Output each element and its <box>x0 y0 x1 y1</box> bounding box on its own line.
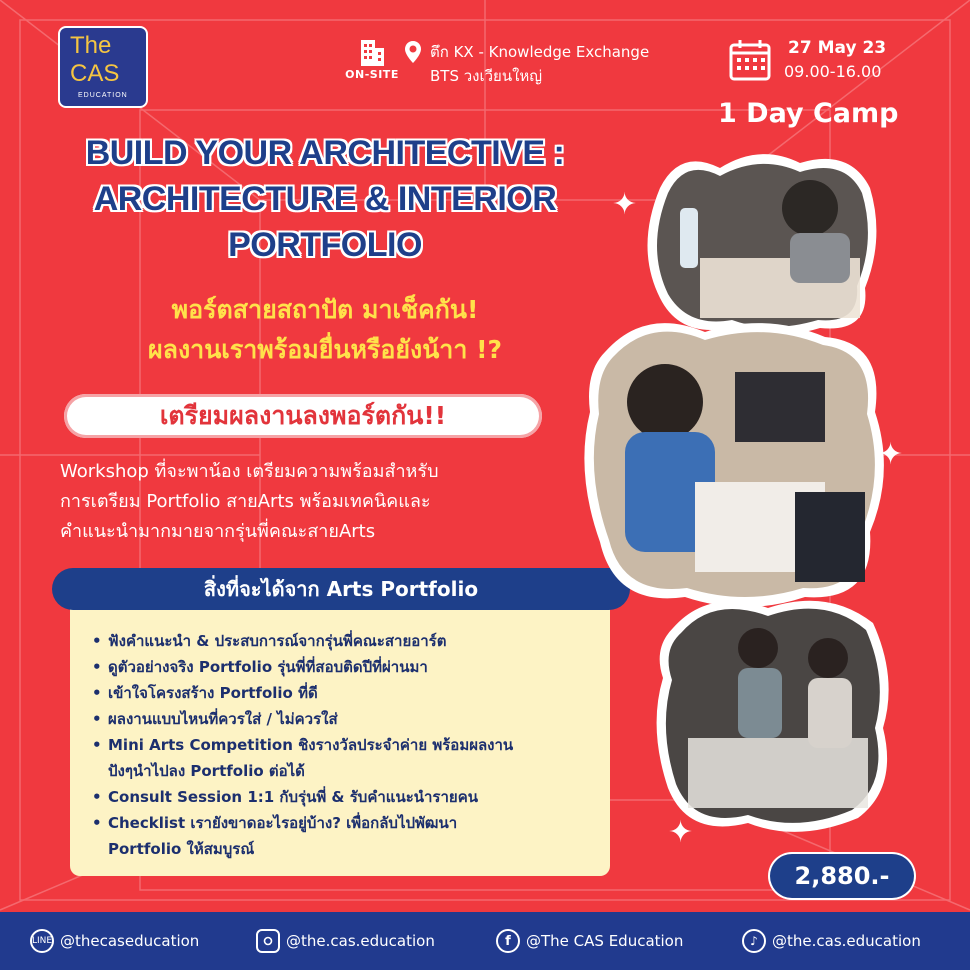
footer-bar <box>0 912 970 970</box>
subtitle-line1: พอร์ตสายสถาปัต มาเช็คกัน! <box>171 295 479 324</box>
description-line1: Workshop ที่จะพาน้อง เตรียมความพร้อมสำหรับ <box>60 461 439 482</box>
location-line1: ตึก KX - Knowledge Exchange <box>430 43 650 61</box>
list-item: • Consult Session 1:1 กับรุ่นพี่ & รับคำแนะนำรายคน <box>88 784 608 810</box>
location-line2: BTS วงเวียนใหญ่ <box>430 67 543 85</box>
facebook-handle: @The CAS Education <box>526 932 684 950</box>
price-badge: 2,880.- <box>770 854 914 898</box>
sparkle-icon: ✦ <box>612 187 638 222</box>
title-line1: BUILD YOUR ARCHITECTIVE : <box>85 134 565 172</box>
building-icon <box>357 38 387 66</box>
sparkle-icon: ✦ <box>668 815 694 850</box>
line-icon: LINE <box>30 929 54 953</box>
tiktok-icon: ♪ <box>742 929 766 953</box>
subtitle-line2: ผลงานเราพร้อมยื่นหรือยังน้าา !? <box>147 335 502 364</box>
logo-line3: EDUCATION <box>78 92 128 99</box>
cas-logo <box>58 26 148 108</box>
logo-line2: CAS <box>70 60 120 87</box>
benefits-list <box>88 628 608 862</box>
calendar-icon <box>728 38 772 82</box>
workshop-photo-3 <box>648 588 898 838</box>
location-pin-icon <box>404 40 422 64</box>
instagram-link[interactable] <box>256 929 435 953</box>
event-time: 09.00-16.00 <box>784 62 882 81</box>
line-handle: @thecaseducation <box>60 932 200 950</box>
list-item-continuation: ปังๆนำไปลง Portfolio ต่อได้ <box>108 762 305 780</box>
camp-label: 1 Day Camp <box>718 98 899 129</box>
workshop-photo-2 <box>575 312 895 612</box>
onsite-label: ON-SITE <box>345 68 399 81</box>
logo-line1: The <box>70 32 112 59</box>
facebook-link[interactable] <box>496 929 683 953</box>
list-item: • Checklist เรายังขาดอะไรอยู่บ้าง? เพื่อกลับไปพัฒนา <box>88 810 608 836</box>
workshop-photo-1 <box>640 148 880 338</box>
tiktok-link[interactable] <box>742 929 921 953</box>
benefits-heading: สิ่งที่จะได้จาก Arts Portfolio <box>52 568 630 610</box>
list-item: • Mini Arts Competition ชิงรางวัลประจำค่าย พร้อมผลงาน <box>88 732 608 758</box>
list-item: • ผลงานแบบไหนที่ควรใส่ / ไม่ควรใส่ <box>88 706 608 732</box>
facebook-icon: f <box>496 929 520 953</box>
event-date: 27 May 23 <box>788 38 887 58</box>
onsite-badge <box>340 38 404 81</box>
list-item: • ฟังคำแนะนำ & ประสบการณ์จากรุ่นพี่คณะสายอาร์ต <box>88 628 608 654</box>
description-line3: คำแนะนำมากมายจากรุ่นพี่คณะสายArts <box>60 521 376 542</box>
list-item: • เข้าใจโครงสร้าง Portfolio ที่ดี <box>88 680 608 706</box>
sparkle-icon: ✦ <box>878 437 904 472</box>
tiktok-handle: @the.cas.education <box>772 932 921 950</box>
instagram-handle: @the.cas.education <box>286 932 435 950</box>
list-item-continuation: Portfolio ให้สมบูรณ์ <box>108 840 255 858</box>
list-item: • ดูตัวอย่างจริง Portfolio รุ่นพี่ที่สอบติดปีที่ผ่านมา <box>88 654 608 680</box>
instagram-icon <box>256 929 280 953</box>
title-line2: ARCHITECTURE & INTERIOR <box>93 180 557 218</box>
prepare-portfolio-pill: เตรียมผลงานลงพอร์ตกัน!! <box>64 394 542 438</box>
title-line3: PORTFOLIO <box>228 226 422 264</box>
description-line2: การเตรียม Portfolio สายArts พร้อมเทคนิคและ <box>60 491 431 512</box>
line-link[interactable] <box>30 929 199 953</box>
